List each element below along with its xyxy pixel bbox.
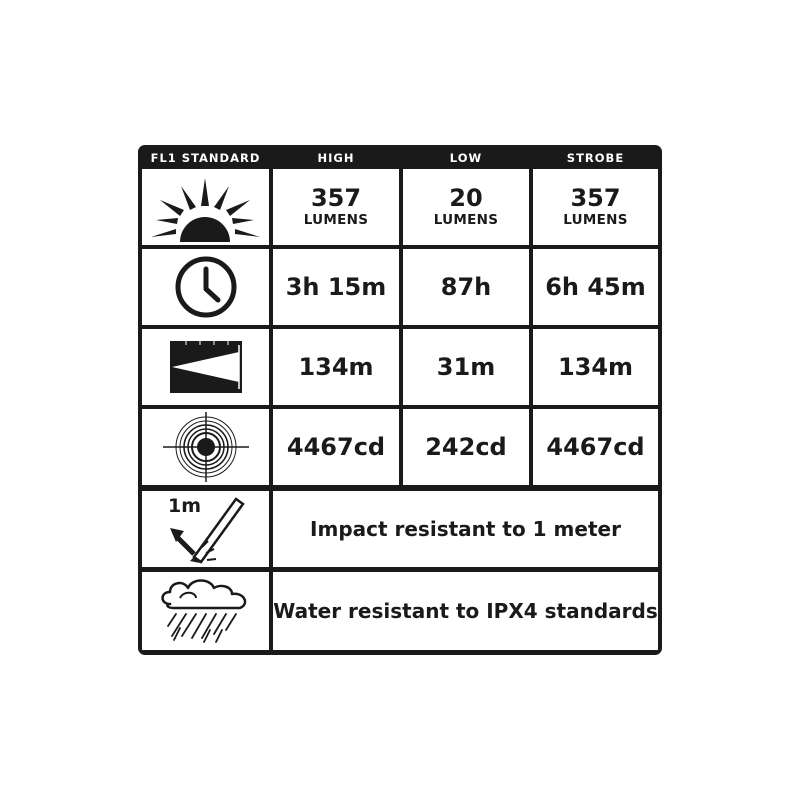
intensity-value: 4467cd — [546, 433, 645, 461]
water-resistance-text-cell — [273, 572, 658, 650]
impact-icon-cell — [142, 491, 269, 567]
strobe-peak-intensity — [533, 409, 658, 485]
lumens-unit: LUMENS — [433, 212, 499, 228]
rain-cloud-icon — [156, 576, 256, 646]
lumens-value: 357 — [570, 184, 621, 212]
fl1-standard-table — [138, 145, 662, 655]
high-beam-distance — [273, 329, 399, 405]
impact-height-label: 1m — [168, 495, 202, 517]
run-time-icon-cell — [142, 249, 269, 325]
light-output-icon-cell — [142, 169, 269, 245]
run-time-value: 87h — [440, 273, 492, 301]
header-low: LOW — [449, 151, 483, 165]
impact-resistance-text-cell — [273, 491, 658, 567]
beam-distance-value: 134m — [557, 353, 634, 381]
low-light-output — [403, 169, 529, 245]
strobe-light-output — [533, 169, 658, 245]
strobe-run-time — [533, 249, 658, 325]
high-run-time — [273, 249, 399, 325]
high-peak-intensity — [273, 409, 399, 485]
lumens-value: 20 — [449, 184, 483, 212]
target-icon — [161, 412, 251, 482]
low-beam-distance — [403, 329, 529, 405]
low-run-time — [403, 249, 529, 325]
clock-icon — [171, 252, 241, 322]
beam-distance-icon-cell — [142, 329, 269, 405]
intensity-value: 4467cd — [286, 433, 386, 461]
sun-icon — [148, 172, 263, 242]
header-strobe: STROBE — [566, 151, 625, 165]
run-time-value: 6h 45m — [545, 273, 646, 301]
water-icon-cell — [142, 572, 269, 650]
beam-distance-value: 31m — [436, 353, 496, 381]
beam-distance-icon — [166, 337, 246, 397]
header-high: HIGH — [317, 151, 355, 165]
header-fl1-standard: FL1 STANDARD — [150, 151, 261, 165]
lumens-value: 357 — [310, 184, 362, 212]
beam-distance-value: 134m — [298, 353, 374, 381]
peak-intensity-icon-cell — [142, 409, 269, 485]
strobe-beam-distance — [533, 329, 658, 405]
lumens-unit: LUMENS — [303, 212, 369, 228]
run-time-value: 3h 15m — [285, 273, 387, 301]
intensity-value: 242cd — [425, 433, 507, 461]
impact-resistance-text: Impact resistant to 1 meter — [310, 517, 621, 541]
high-light-output — [273, 169, 399, 245]
impact-icon — [142, 491, 269, 567]
low-peak-intensity — [403, 409, 529, 485]
lumens-unit: LUMENS — [563, 212, 628, 228]
water-resistance-text: Water resistant to IPX4 standards — [273, 599, 658, 623]
